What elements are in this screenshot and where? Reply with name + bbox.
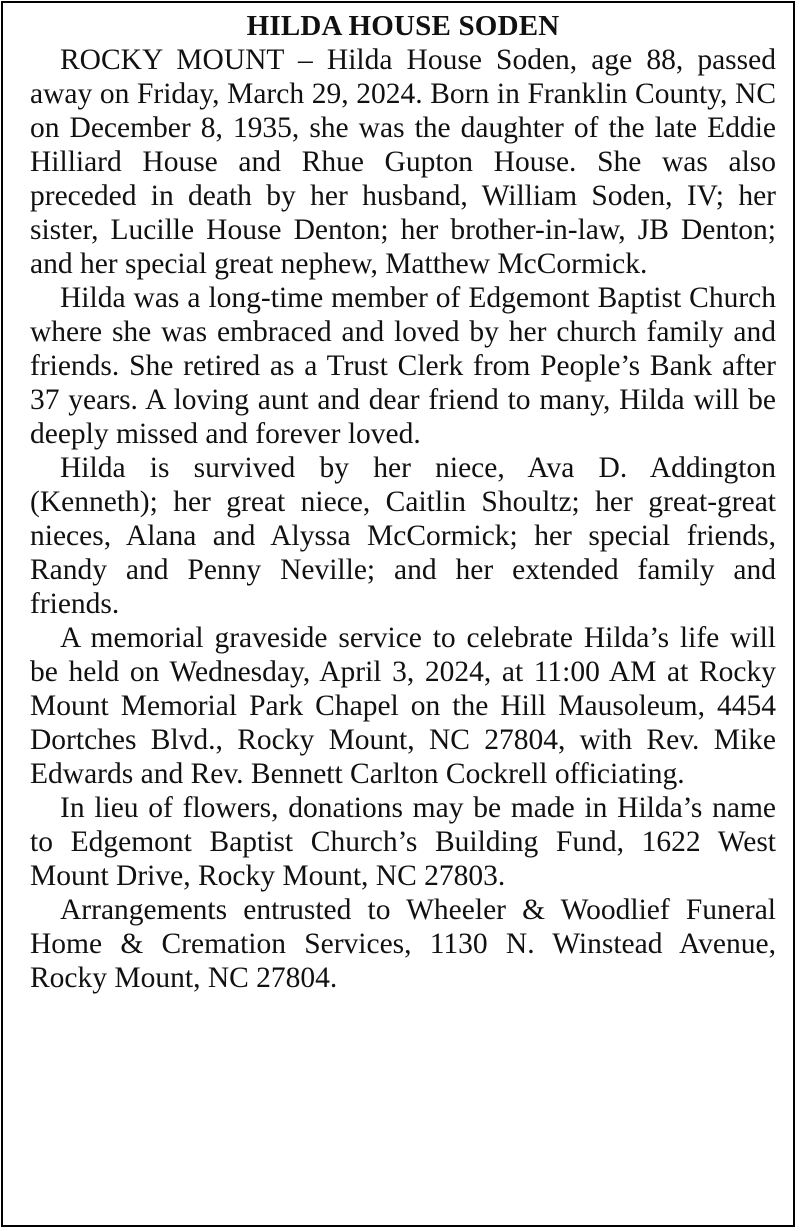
obituary-content: [30, 9, 776, 995]
obituary-title: HILDA HOUSE SODEN: [246, 10, 560, 42]
obituary-paragraph-survivors: Hilda is survived by her niece, Ava D. Addington (Kenneth); her great niece, Caitlin Shoultz; her great-great nieces, Alana and Alyssa McCormick; her special friends, Randy and Penny Neville; and her extended family and friends.: [30, 452, 776, 620]
obituary-paragraph-announcement: ROCKY MOUNT – Hilda House Soden, age 88, passed away on Friday, March 29, 2024. Born in Franklin County, NC on December 8, 1935, she was the daughter of the late Eddie Hilliard House and Rhue Gupton House. She was also preceded in death by her husband, William Soden, IV; her sister, Lucille House Denton; her brother-in-law, JB Denton; and her special great nephew, Matthew McCormick.: [30, 44, 776, 280]
obituary-paragraph-arrangements: Arrangements entrusted to Wheeler & Woodlief Funeral Home & Cremation Services, 1130 N. Winstead Avenue, Rocky Mount, NC 27804.: [30, 894, 776, 994]
obituary-paragraph-donations: In lieu of flowers, donations may be made in Hilda’s name to Edgemont Baptist Church’s Building Fund, 1622 West Mount Drive, Rocky Mount, NC 27803.: [30, 792, 776, 892]
obituary-paragraph-service: A memorial graveside service to celebrate Hilda’s life will be held on Wednesday, April 3, 2024, at 11:00 AM at Rocky Mount Memorial Park Chapel on the Hill Mausoleum, 4454 Dortches Blvd., Rocky Mount, NC 27804, with Rev. Mike Edwards and Rev. Bennett Carlton Cockrell officiating.: [30, 622, 776, 790]
obituary-paragraph-life: Hilda was a long-time member of Edgemont Baptist Church where she was embraced and loved by her church family and friends. She retired as a Trust Clerk from People’s Bank after 37 years. A loving aunt and dear friend to many, Hilda will be deeply missed and forever loved.: [30, 282, 776, 450]
